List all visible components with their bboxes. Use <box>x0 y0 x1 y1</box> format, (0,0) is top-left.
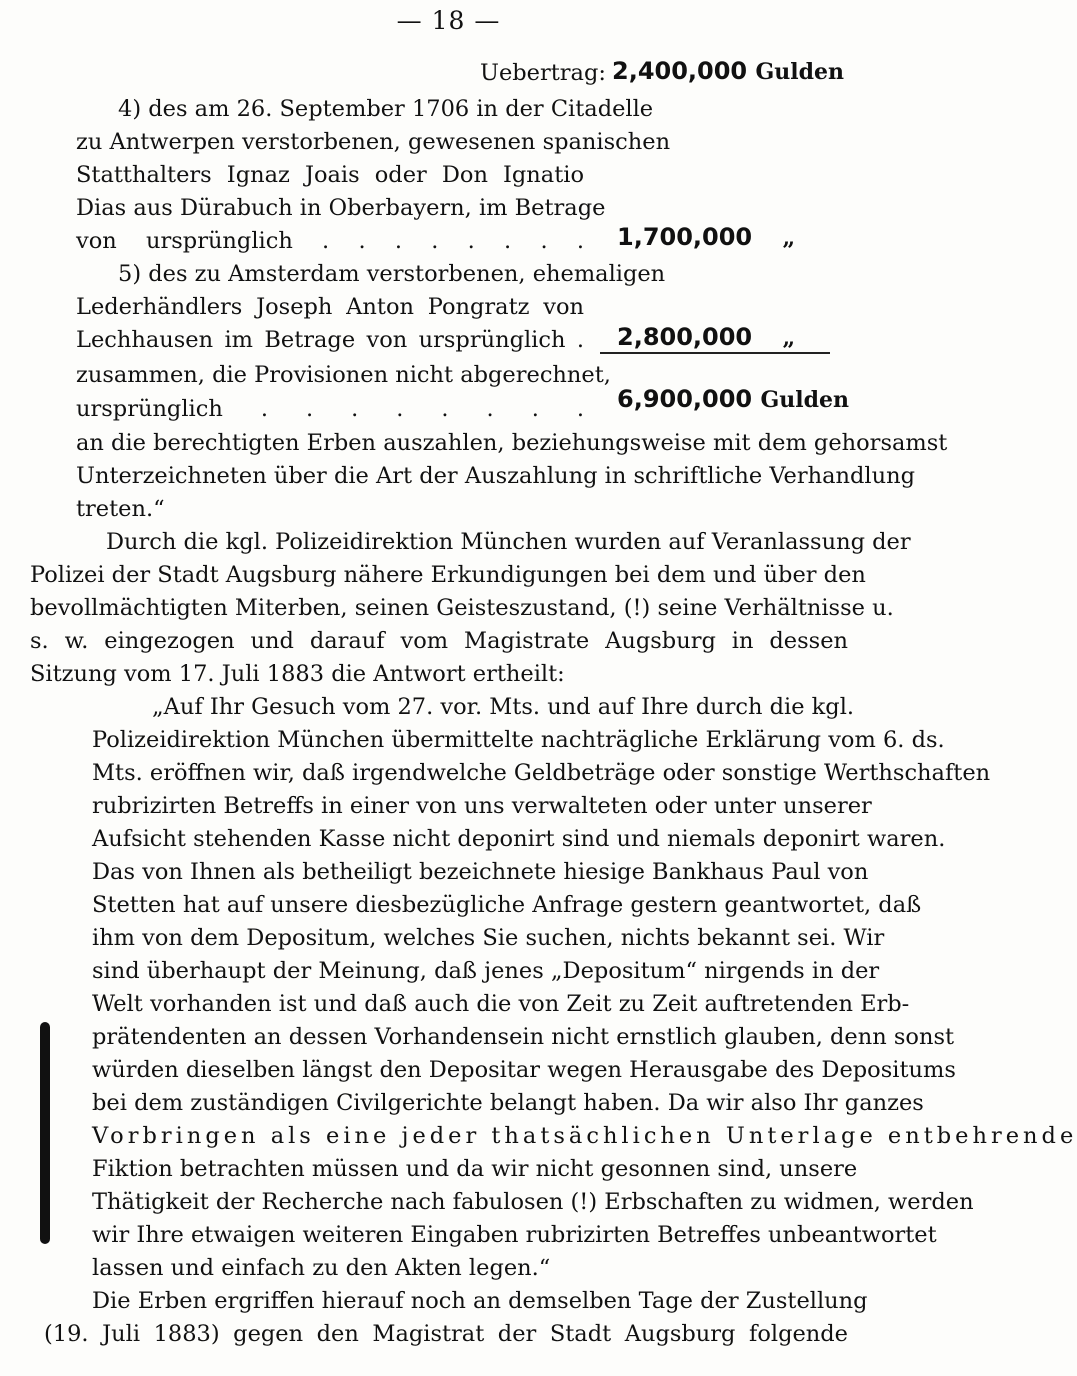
quote-line-12: würden dieselben längst den Depositar wegen Herausgabe des Depositums <box>92 1057 956 1083</box>
quote-line-9: sind überhaupt der Meinung, daß jenes „Depositum“ nirgends in der <box>92 958 880 984</box>
quote-line-16: Thätigkeit der Recherche nach fabulosen (!) Erbschaften zu widmen, werden <box>92 1189 974 1215</box>
item4-line-5: von ursprünglich . . . . . . . . <box>76 228 584 254</box>
quote-line-14: Vorbringen als eine jeder thatsächlichen Unterlage entbehrende <box>92 1123 1077 1149</box>
item4-line-1: 4) des am 26. September 1706 in der Citadelle <box>118 96 654 122</box>
quote-line-5: Aufsicht stehenden Kasse nicht deponirt sind und niemals deponirt waren. <box>92 826 946 852</box>
body-line-2: Unterzeichneten über die Art der Auszahlung in schriftliche Verhandlung <box>76 463 916 489</box>
item4-line-4: Dias aus Dürabuch in Oberbayern, im Betrage <box>76 195 606 221</box>
total-line-1: zusammen, die Provisionen nicht abgerechnet, <box>76 362 611 388</box>
item4-line-3: Statthalters Ignaz Joais oder Don Ignatio <box>76 162 584 188</box>
item5-unit: „ <box>782 325 796 351</box>
quote-line-6: Das von Ihnen als betheiligt bezeichnete hiesige Bankhaus Paul von <box>92 859 869 885</box>
body-line-8: Sitzung vom 17. Juli 1883 die Antwort ertheilt: <box>30 661 565 687</box>
quote-line-11: prätendenten an dessen Vorhandensein nicht ernstlich glauben, denn sonst <box>92 1024 955 1050</box>
quote-line-2: Polizeidirektion München übermittelte nachträgliche Erklärung vom 6. ds. <box>92 727 945 753</box>
body-line-7: s. w. eingezogen und darauf vom Magistrate Augsburg in dessen <box>30 628 848 654</box>
quote-line-1: „Auf Ihr Gesuch vom 27. vor. Mts. und auf Ihre durch die kgl. <box>152 694 855 720</box>
item5-line-1: 5) des zu Amsterdam verstorbenen, ehemaligen <box>118 261 666 287</box>
item5-line-2: Lederhändlers Joseph Anton Pongratz von <box>76 294 584 320</box>
total-unit: Gulden <box>760 387 850 413</box>
quote-line-10: Welt vorhanden ist und daß auch die von Zeit zu Zeit auftretenden Erb- <box>92 991 910 1017</box>
item4-unit: „ <box>782 225 796 251</box>
body-line-1: an die berechtigten Erben auszahlen, beziehungsweise mit dem gehorsamst <box>76 430 948 456</box>
quote-line-13: bei dem zuständigen Civilgerichte belangt haben. Da wir also Ihr ganzes <box>92 1090 924 1116</box>
body-line-6: bevollmächtigten Miterben, seinen Geisteszustand, (!) seine Verhältnisse u. <box>30 595 894 621</box>
carryover-label: Uebertrag: <box>480 60 606 86</box>
quote-line-3: Mts. eröffnen wir, daß irgendwelche Geldbeträge oder sonstige Werthschaften <box>92 760 991 786</box>
quote-line-7: Stetten hat auf unsere diesbezügliche Anfrage gestern geantwortet, daß <box>92 892 922 918</box>
body-line-4: Durch die kgl. Polizeidirektion München wurden auf Veranlassung der <box>106 529 911 555</box>
margin-mark <box>40 1022 50 1244</box>
item4-amount: 1,700,000 „ <box>617 223 796 251</box>
quote-line-18: lassen und einfach zu den Akten legen.“ <box>92 1255 551 1281</box>
page-number: — 18 — <box>396 6 501 35</box>
carryover-unit: Gulden <box>755 59 845 85</box>
quote-line-17: wir Ihre etwaigen weiteren Eingaben rubrizirten Betreffes unbeantwortet <box>92 1222 937 1248</box>
closing-line-1: Die Erben ergriffen hierauf noch an demselben Tage der Zustellung <box>92 1288 868 1314</box>
closing-line-2: (19. Juli 1883) gegen den Magistrat der Stadt Augsburg folgende <box>44 1321 848 1347</box>
carryover-amount: 2,400,000 Gulden <box>612 57 845 85</box>
quote-line-4: rubrizirten Betreffs in einer von uns verwalteten oder unter unserer <box>92 793 872 819</box>
item5-amount: 2,800,000 „ <box>617 323 796 351</box>
total-line-2: ursprünglich . . . . . . . . <box>76 396 584 422</box>
sum-rule <box>600 352 830 354</box>
body-line-3: treten.“ <box>76 496 165 522</box>
total-amount: 6,900,000 Gulden <box>617 385 850 413</box>
quote-line-8: ihm von dem Depositum, welches Sie suchen, nichts bekannt sei. Wir <box>92 925 885 951</box>
item5-line-3: Lechhausen im Betrage von ursprünglich . <box>76 327 584 353</box>
item4-line-2: zu Antwerpen verstorbenen, gewesenen spanischen <box>76 129 671 155</box>
quote-line-15: Fiktion betrachten müssen und da wir nicht gesonnen sind, unsere <box>92 1156 858 1182</box>
body-line-5: Polizei der Stadt Augsburg nähere Erkundigungen bei dem und über den <box>30 562 866 588</box>
